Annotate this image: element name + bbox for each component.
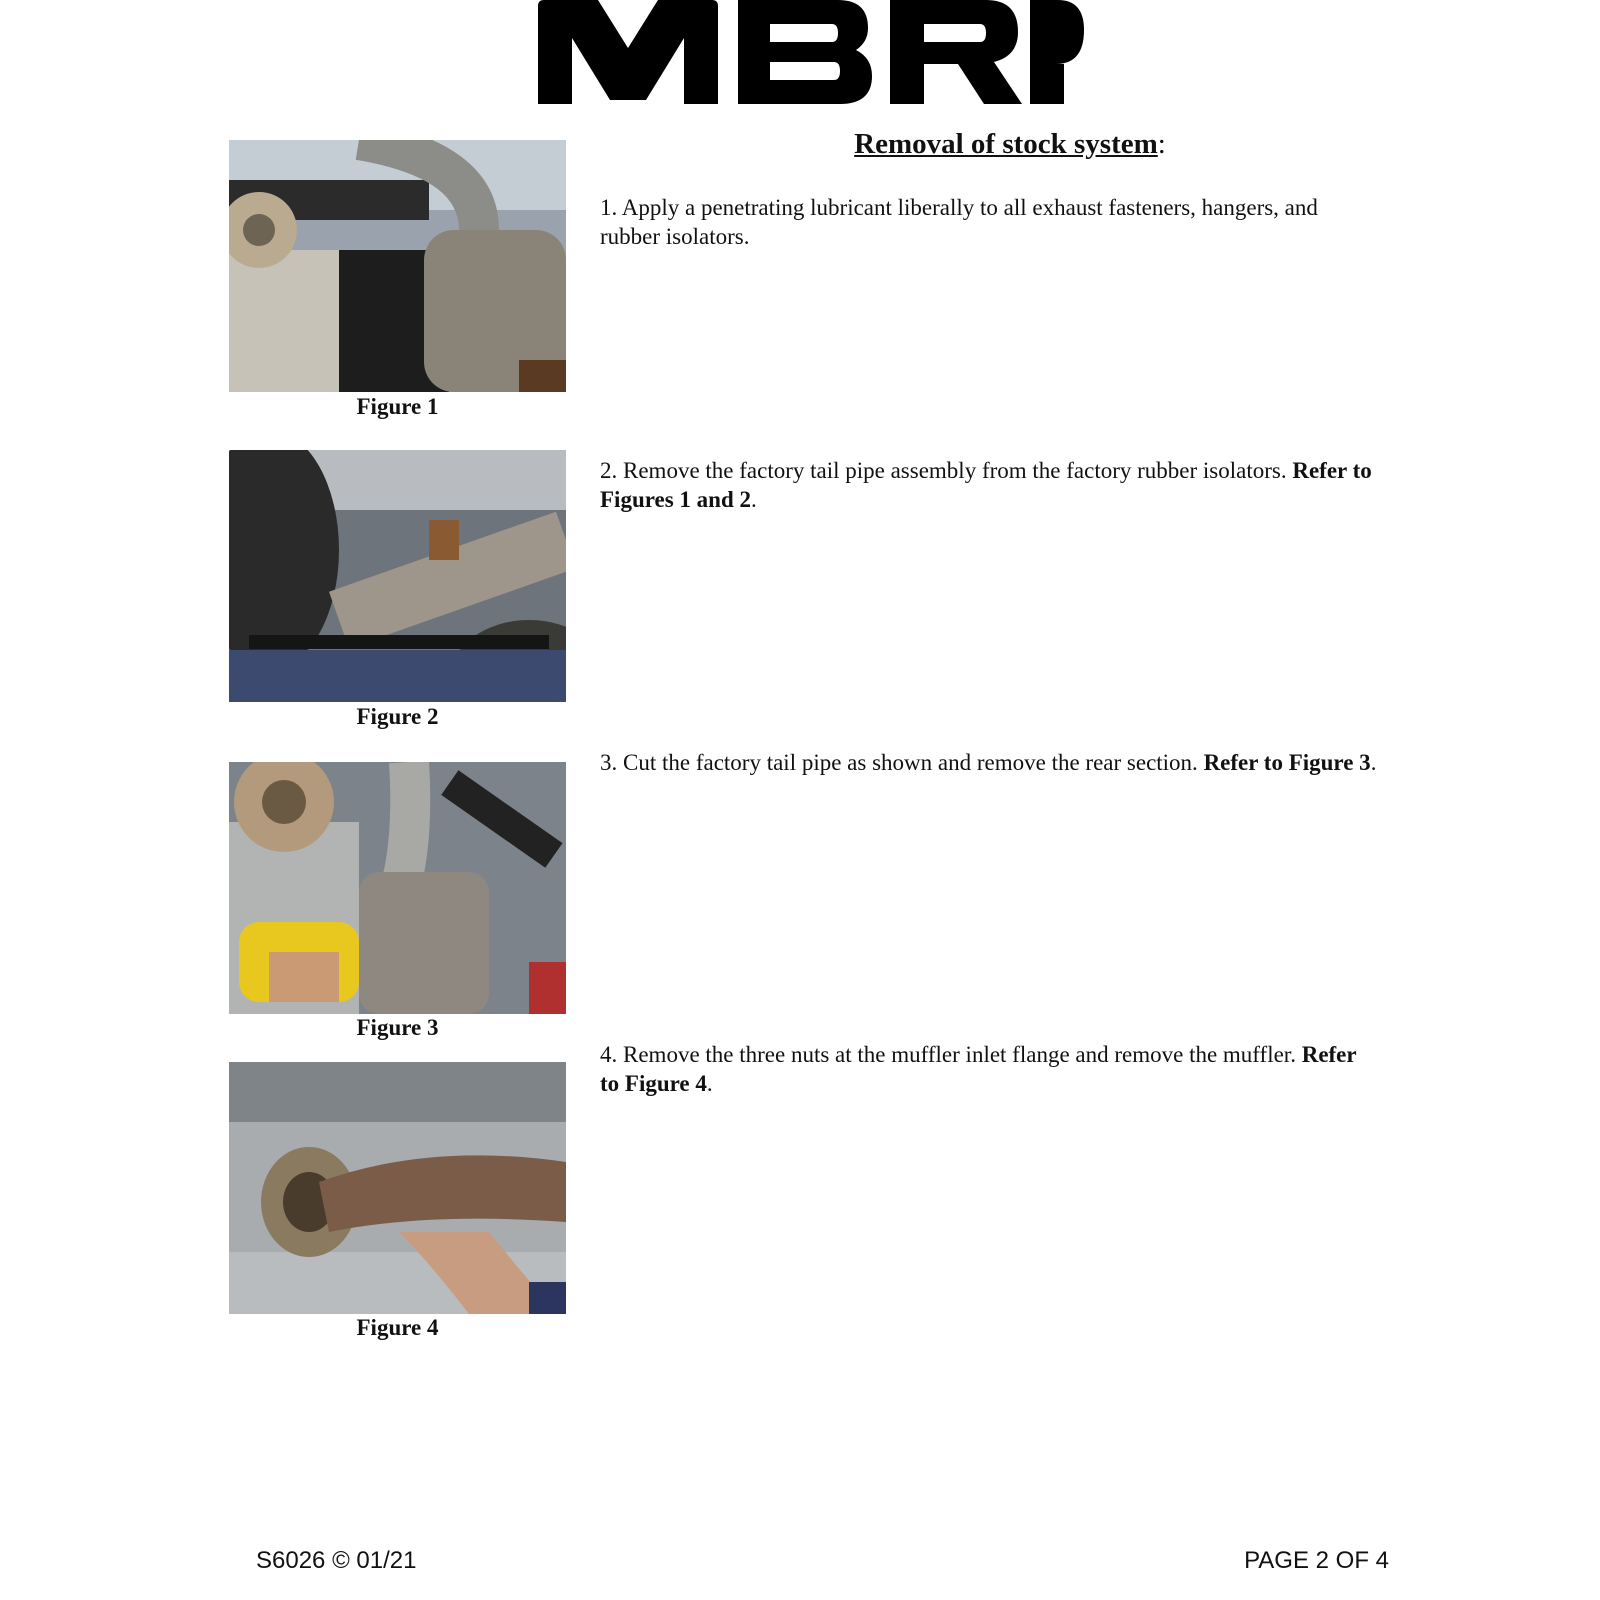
step-ref: Refer to Figure 4 xyxy=(600,1042,1357,1096)
exhaust-photo xyxy=(229,140,566,392)
step-ref: Refer to Figure 3 xyxy=(1203,750,1371,775)
figure-caption: Figure 4 xyxy=(356,1315,439,1340)
figure-caption: Figure 2 xyxy=(356,704,439,729)
step-ref: Refer to Figures 1 and 2 xyxy=(600,458,1372,512)
page-title-colon: : xyxy=(1157,128,1166,160)
page-title xyxy=(600,128,1420,161)
page-number: PAGE 2 OF 4 xyxy=(1244,1547,1389,1574)
figure-caption: Figure 1 xyxy=(356,394,439,419)
mbrp-logo xyxy=(538,0,1084,104)
cutting-photo xyxy=(229,762,566,1014)
document-code: S6026 © 01/21 xyxy=(256,1547,417,1574)
tailpipe-photo xyxy=(229,450,566,702)
step-end: . xyxy=(1370,750,1377,775)
page-title-text: Removal of stock system xyxy=(854,128,1158,160)
step-text: 2. Remove the factory tail pipe assembly from the factory rubber isolators. xyxy=(600,458,1293,483)
step-2 xyxy=(600,456,1380,514)
step-1 xyxy=(600,193,1380,251)
step-text: 3. Cut the factory tail pipe as shown and remove the rear section. xyxy=(600,750,1204,775)
step-end: . xyxy=(751,487,757,512)
step-text: 1. Apply a penetrating lubricant liberally to all exhaust fasteners, hangers, and rubber isolators. xyxy=(600,195,1318,249)
step-end: . xyxy=(706,1071,713,1096)
muffler-flange-photo xyxy=(229,1062,566,1314)
figure-caption: Figure 3 xyxy=(356,1015,439,1040)
step-text: 4. Remove the three nuts at the muffler inlet flange and remove the muffler. xyxy=(600,1042,1302,1067)
step-4 xyxy=(600,1040,1380,1098)
step-3 xyxy=(600,748,1380,777)
